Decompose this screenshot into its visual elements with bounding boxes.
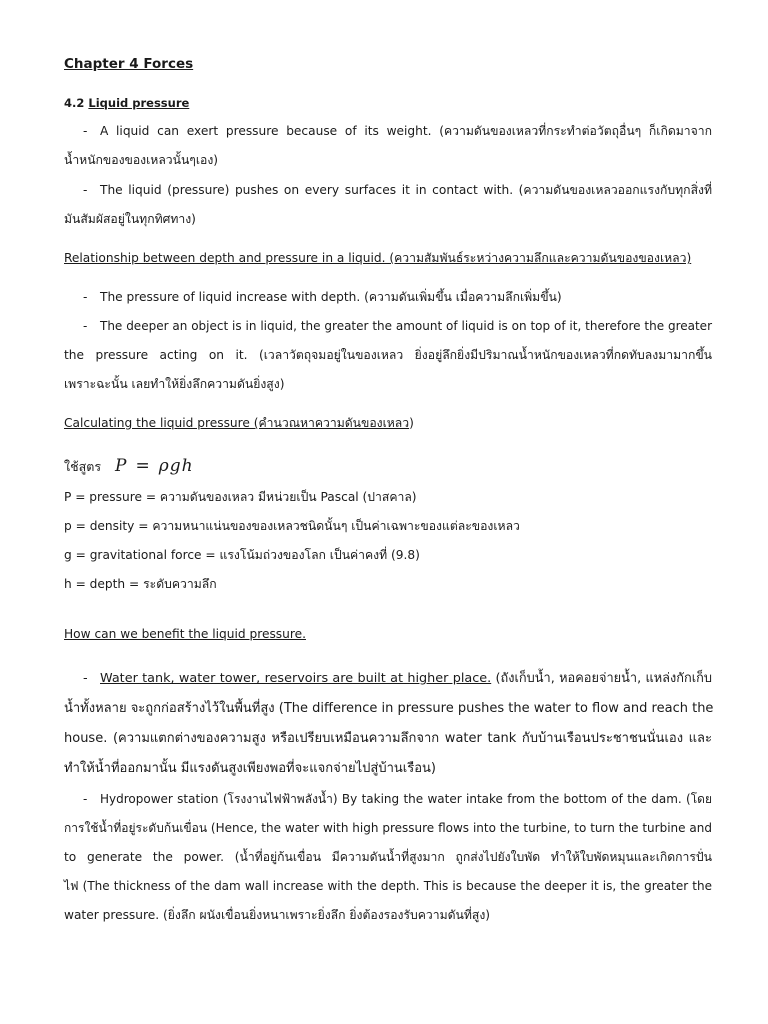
formula-equation [115, 456, 194, 476]
benefit-water-tank-line-2: น้ำทั้งหลาย จะถูกก่อสร้างไว้ในพื้นที่สูง (The difference in pressure pushes the water to flow and reach the [64, 701, 714, 716]
benefit-hydropower-line-3: to generate the power. (น้ำที่อยู่ก้นเขื่อน มีความดันน้ำที่สูงมาก ถูกส่งไปยังใบพัด ทำให้ใบพัดหมุนและเกิดการปั่น [64, 850, 712, 864]
bullet-surfaces-line-2: มันสัมผัสอยู่ในทุกทิศทาง) [64, 212, 196, 226]
benefit-hydropower-line-1 [83, 791, 712, 807]
bullet-dash: - [83, 124, 88, 138]
benefit-hydropower-line-5: water pressure. (ยิ่งลึก ผนังเขื่อนยิ่งหนาเพราะยิ่งลึก ยิ่งต้องรองรับความดันที่สูง) [64, 908, 491, 922]
formula-lhs: P [115, 456, 128, 476]
bullet-text: The liquid (pressure) pushes on every surfaces it in contact with. (ความดันของเหลวออกแรงกับทุกสิ่งที่ [100, 183, 712, 197]
formula-rhs: ρgh [158, 456, 194, 476]
bullet-dash: - [83, 183, 88, 197]
bullet-text: A liquid can exert pressure because of its weight. (ความดันของเหลวที่กระทำต่อวัตถุอื่นๆ ก็เกิดมาจาก [100, 124, 712, 138]
benefit-water-tank-rest: (ถังเก็บน้ำ, หอคอยจ่ายน้ำ, แหล่งกักเก็บ [491, 671, 712, 686]
formula-label: ใช้สูตร [64, 459, 102, 474]
bullet-dash: - [83, 792, 88, 806]
section-number: 4.2 [64, 96, 89, 110]
formula-line [64, 455, 194, 478]
bullet-deeper-line-3: เพราะฉะนั้น เลยทำให้ยิ่งลึกความดันยิ่งสูง) [64, 377, 285, 391]
definition-pressure: P = pressure = ความดันของเหลว มีหน่วยเป็น Pascal (ปาสคาล) [64, 490, 417, 504]
bullet-text: Hydropower station (โรงงานไฟฟ้าพลังน้ำ) By taking the water intake from the bottom of the dam. (โดย [100, 792, 712, 806]
benefit-hydropower-line-4: ไฟ (The thickness of the dam wall increase with the depth. This is because the deeper it is, the greater the [64, 879, 712, 893]
bullet-text: The deeper an object is in liquid, the greater the amount of liquid is on top of it, therefore the greater [100, 319, 712, 333]
calculating-heading-close: ) [409, 416, 414, 430]
definition-gravity: g = gravitational force = แรงโน้มถ่วงของโลก เป็นค่าคงที่ (9.8) [64, 548, 420, 562]
bullet-deeper-line-1 [83, 318, 712, 334]
section-heading [64, 95, 712, 111]
benefit-heading: How can we benefit the liquid pressure. [64, 627, 306, 641]
benefit-water-tank-line-3: house. (ความแตกต่างของความสูง หรือเปรียบเหมือนความลึกจาก water tank กับบ้านเรือนประชาชนนั่นเอง และ [64, 731, 712, 746]
definition-depth: h = depth = ระดับความลึก [64, 577, 217, 591]
chapter-title: Chapter 4 Forces [64, 56, 194, 72]
bullet-text: The pressure of liquid increase with depth. (ความดันเพิ่มขึ้น เมื่อความลึกเพิ่มขึ้น) [100, 290, 562, 304]
relationship-heading: Relationship between depth and pressure in a liquid. (ความสัมพันธ์ระหว่างความลึกและความดันของของเหลว) [64, 251, 692, 265]
benefit-water-tank-line-1 [83, 671, 712, 687]
definition-density: p = density = ความหนาแน่นของของเหลวชนิดนั้นๆ เป็นค่าเฉพาะของแต่ละของเหลว [64, 519, 520, 533]
bullet-dash: - [83, 290, 88, 304]
bullet-weight-line-2: น้ำหนักของของเหลวนั้นๆเอง) [64, 153, 219, 167]
bullet-dash: - [83, 671, 88, 686]
benefit-water-tank-line-4: ทำให้น้ำที่ออกมานั้น มีแรงดันสูงเพียงพอที่จะแจกจ่ายไปสู่บ้านเรือน) [64, 761, 436, 776]
calculating-heading-text: Calculating the liquid pressure (คำนวณหาความดันของเหลว [64, 416, 410, 430]
bullet-deeper-line-2: the pressure acting on it. (เวลาวัตถุจมอยู่ในของเหลว ยิ่งอยู่ลึกยิ่งมีปริมาณน้ำหนักของเหลวที่กดทับลงมามากขึ้น [64, 348, 712, 362]
section-title: Liquid pressure [88, 96, 190, 110]
bullet-dash: - [83, 319, 88, 333]
calculating-heading [64, 415, 712, 431]
bullet-surfaces-line-1 [83, 182, 712, 198]
benefit-hydropower-line-2: การใช้น้ำที่อยู่ระดับก้นเขื่อน (Hence, the water with high pressure flows into the turbine, to turn the turbine and [64, 821, 712, 835]
benefit-water-tank-underlined: Water tank, water tower, reservoirs are built at higher place. [100, 671, 492, 686]
bullet-weight-line-1 [83, 123, 712, 139]
formula-equals: = [135, 456, 151, 476]
bullet-depth-line-1 [83, 289, 712, 305]
